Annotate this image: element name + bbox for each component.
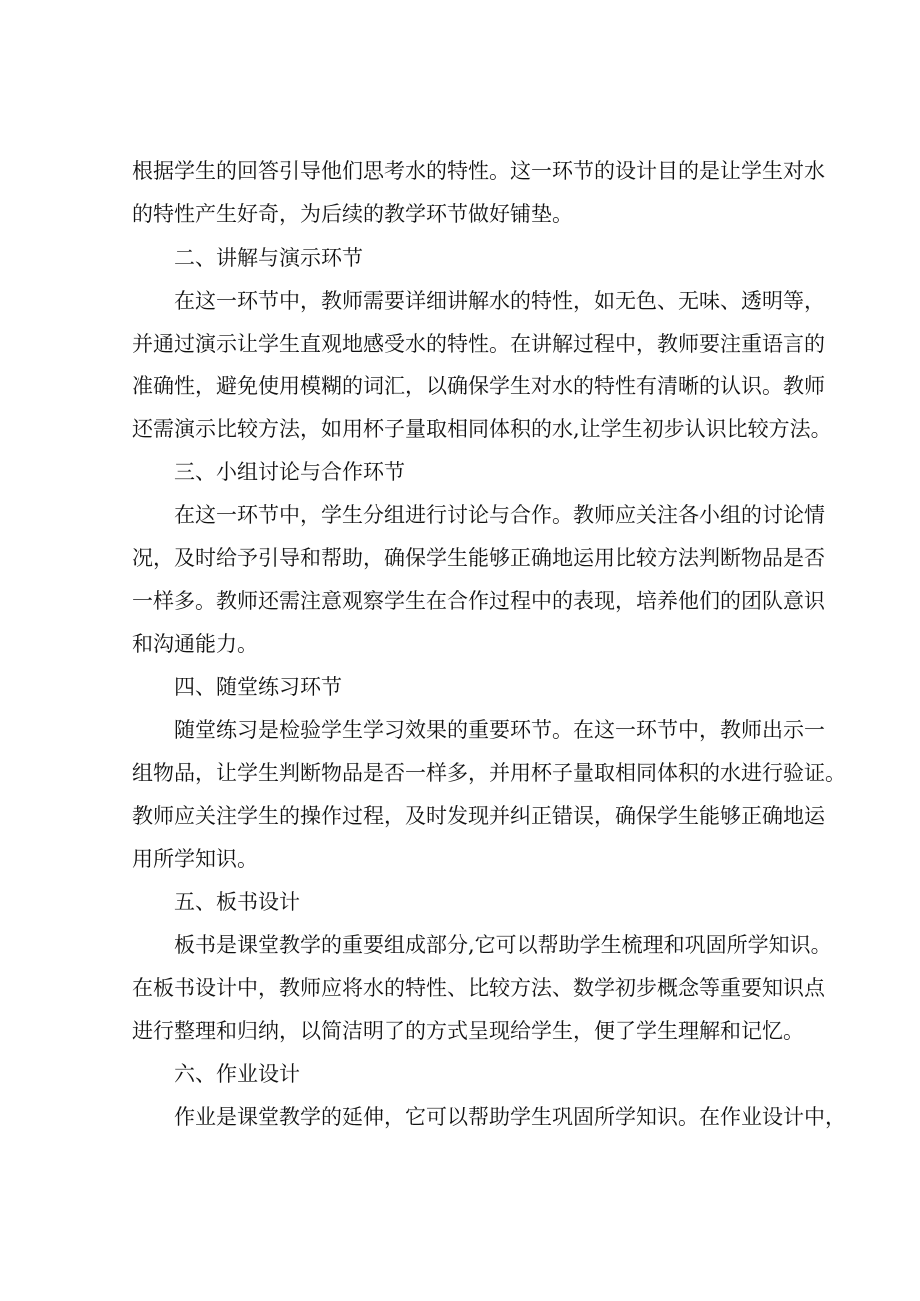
text-line: 随堂练习是检验学生学习效果的重要环节。在这一环节中，教师出示一 xyxy=(174,718,825,742)
text-line: 还需演示比较方法，如用杯子量取相同体积的水,让学生初步认识比较方法。 xyxy=(132,417,832,441)
text-line: 教师应关注学生的操作过程，及时发现并纠正错误，确保学生能够正确地运 xyxy=(132,804,825,828)
text-line: 准确性，避免使用模糊的词汇，以确保学生对水的特性有清晰的认识。教师 xyxy=(132,374,825,398)
section-heading: 六、作业设计 xyxy=(174,1062,300,1086)
text-line: 进行整理和归纳，以简洁明了的方式呈现给学生，便了学生理解和记忆。 xyxy=(132,1019,804,1043)
text-line: 用所学知识。 xyxy=(132,847,258,871)
text-line: 的特性产生好奇，为后续的教学环节做好铺垫。 xyxy=(132,202,573,226)
text-line: 况，及时给予引导和帮助，确保学生能够正确地运用比较方法判断物品是否 xyxy=(132,546,825,570)
section-heading: 四、随堂练习环节 xyxy=(174,675,342,699)
text-line: 在这一环节中，学生分组进行讨论与合作。教师应关注各小组的讨论情 xyxy=(174,503,825,527)
text-line: 在这一环节中，教师需要详细讲解水的特性，如无色、无味、透明等， xyxy=(174,289,825,313)
text-line: 根据学生的回答引导他们思考水的特性。这一环节的设计目的是让学生对水 xyxy=(132,159,825,183)
section-heading: 五、板书设计 xyxy=(174,890,300,914)
text-line: 板书是课堂教学的重要组成部分,它可以帮助学生梳理和巩固所学知识。 xyxy=(174,933,832,957)
text-line: 一样多。教师还需注意观察学生在合作过程中的表现，培养他们的团队意识 xyxy=(132,589,825,613)
section-heading: 三、小组讨论与合作环节 xyxy=(174,460,405,484)
section-heading: 二、讲解与演示环节 xyxy=(174,246,363,270)
text-line: 在板书设计中，教师应将水的特性、比较方法、数学初步概念等重要知识点 xyxy=(132,976,825,1000)
text-line: 并通过演示让学生直观地感受水的特性。在讲解过程中，教师要注重语言的 xyxy=(132,332,825,356)
text-line: 组物品，让学生判断物品是否一样多，并用杯子量取相同体积的水进行验证。 xyxy=(132,761,846,785)
text-line: 作业是课堂教学的延伸，它可以帮助学生巩固所学知识。在作业设计中， xyxy=(174,1105,846,1129)
text-line: 和沟通能力。 xyxy=(132,632,258,656)
